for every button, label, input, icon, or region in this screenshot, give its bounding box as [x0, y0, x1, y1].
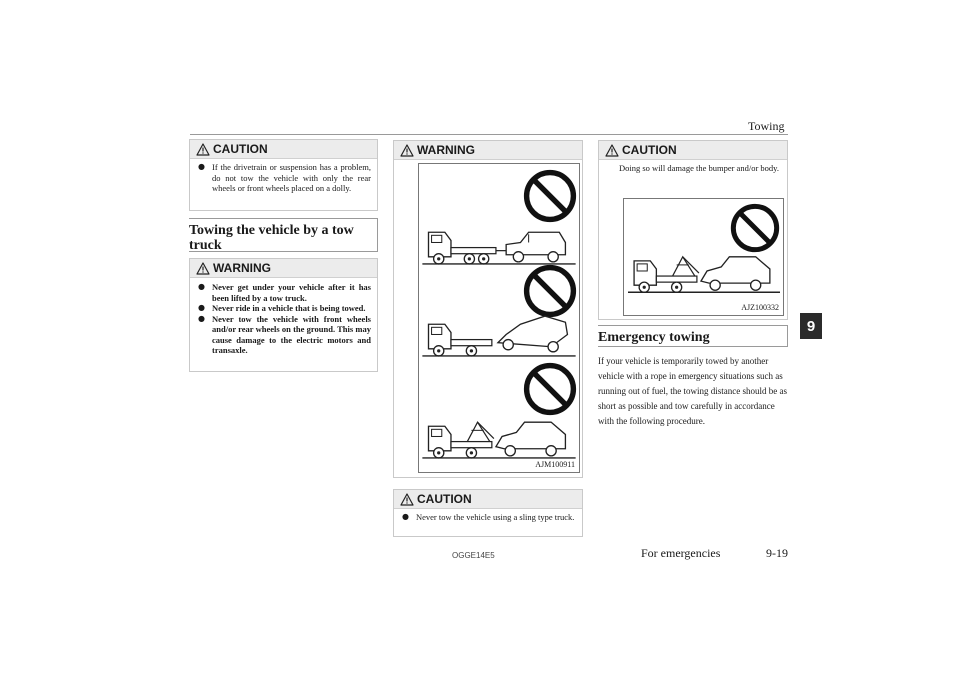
caution-heading: CAUTION — [622, 143, 677, 157]
warning-item: ● Never ride in a vehicle that is being towed. — [198, 303, 366, 313]
tow-truck-illustration — [422, 220, 576, 267]
warning-box-tow-truck — [189, 258, 378, 372]
warning-box-figure — [393, 140, 583, 478]
header-rule — [190, 134, 788, 135]
towing-prohibition-figure — [418, 163, 580, 473]
tow-truck-illustration — [628, 247, 780, 297]
section-title-emergency-towing: Emergency towing — [598, 325, 788, 347]
prohibition-icon — [523, 264, 577, 318]
warning-item: ● Never tow the vehicle with front wheels and/or rear wheels on the ground. This may cause damage to the electric motors and transaxle. — [198, 313, 371, 355]
caution-text: Doing so will damage the bumper and/or body. — [619, 163, 779, 173]
tow-truck-illustration — [422, 414, 576, 461]
page-number: 9-19 — [766, 546, 788, 560]
running-header-title: Towing — [748, 119, 785, 133]
bullet-icon: ● — [198, 313, 205, 323]
bullet-icon: ● — [198, 162, 205, 171]
document-code: OGGE14E5 — [452, 551, 495, 560]
warning-triangle-icon — [400, 493, 414, 506]
figure-code: AJZ100332 — [741, 303, 779, 312]
prohibition-icon — [523, 362, 577, 416]
caution-box-dolly — [189, 139, 378, 211]
prohibition-icon — [523, 169, 577, 223]
footer-section-name: For emergencies — [641, 546, 721, 560]
emergency-towing-paragraph: If your vehicle is temporarily towed by another vehicle with a rope in emergency situations such as running out of fuel, the towing distance should be as short as possible and tow carefully in accordance with the following procedure. — [598, 356, 787, 426]
chapter-tab[interactable]: 9 — [800, 313, 822, 339]
caution-box-bumper — [598, 140, 788, 320]
warning-item: ● Never get under your vehicle after it has been lifted by a tow truck. — [198, 282, 371, 303]
bullet-icon: ● — [402, 512, 409, 521]
caution-item: ● If the drivetrain or suspension has a problem, do not tow the vehicle with only the rear wheels or front wheels placed on a dolly. — [198, 162, 371, 193]
caution-heading: CAUTION — [213, 142, 268, 156]
warning-heading: WARNING — [417, 143, 475, 157]
warning-triangle-icon — [196, 143, 210, 156]
bullet-icon: ● — [198, 303, 205, 312]
warning-triangle-icon — [605, 144, 619, 157]
warning-triangle-icon — [196, 262, 210, 275]
bullet-icon: ● — [198, 282, 205, 291]
caution-box-sling — [393, 489, 583, 537]
section-title-tow-truck: Towing the vehicle by a tow truck — [189, 218, 378, 252]
prohibition-icon — [730, 203, 780, 253]
tow-truck-illustration — [422, 312, 576, 359]
warning-triangle-icon — [400, 144, 414, 157]
caution-heading: CAUTION — [417, 492, 472, 506]
lift-tow-figure — [623, 198, 784, 316]
figure-code: AJM100911 — [535, 460, 575, 469]
caution-item: ● Never tow the vehicle using a sling type truck. — [402, 512, 575, 522]
warning-heading: WARNING — [213, 261, 271, 275]
